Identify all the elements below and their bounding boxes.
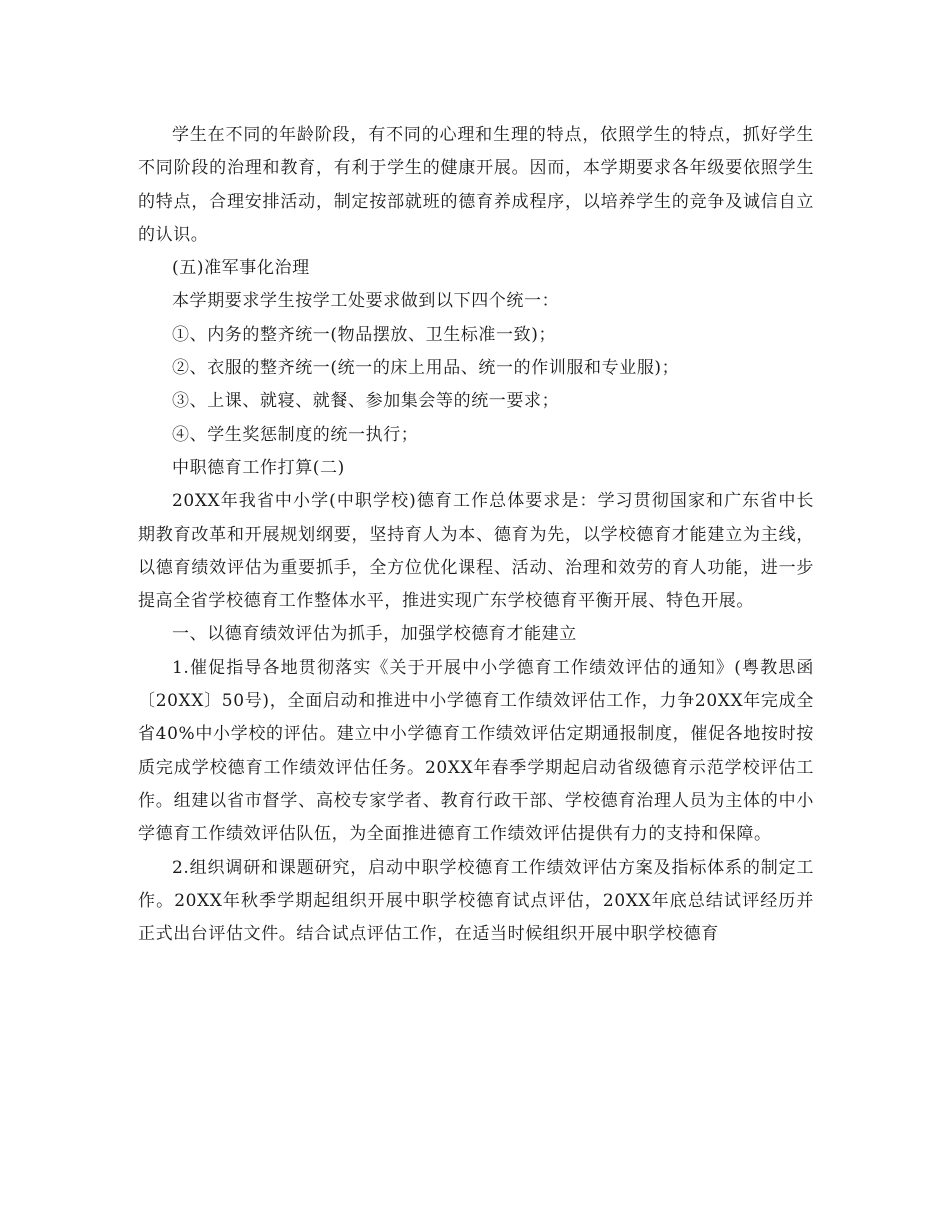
paragraph-item-two: 2.组织调研和课题研究，启动中职学校德育工作绩效评估方案及指标体系的制定工作。20XX年秋季学期起组织开展中职学校德育试点评估，20XX年底总结试评经历并正式出台评估文件。结合试点评估工作，在适当时候组织开展中职学校德育 xyxy=(138,857,814,945)
paragraph-student-characteristics: 学生在不同的年龄阶段，有不同的心理和生理的特点，依照学生的特点，抓好学生不同阶段的治理和教育，有利于学生的健康开展。因而，本学期要求各年级要依照学生的特点，合理安排活动，制定按部就班的德育养成程序，以培养学生的竞争及诚信自立的认识。 xyxy=(138,125,814,245)
paragraph-item-one: 1.催促指导各地贯彻落实《关于开展中小学德育工作绩效评估的通知》(粤教思函〔20XX〕50号)，全面启动和推进中小学德育工作绩效评估工作，力争20XX年完成全省40%中小学校的评估。建立中小学德育工作绩效评估定期通报制度，催促各地按时按质完成学校德育工作绩效评估任务。20XX年春季学期起启动省级德育示范学校评估工作。组建以省市督学、高校专家学者、教育行政干部、学校德育治理人员为主体的中小学德育工作绩效评估队伍，为全面推进德育工作绩效评估提供有力的支持和保障。 xyxy=(138,657,814,845)
heading-performance-evaluation: 一、以德育绩效评估为抓手，加强学校德育才能建立 xyxy=(172,624,577,645)
paragraph-four-unifications-intro: 本学期要求学生按学工处要求做到以下四个统一： xyxy=(172,291,560,312)
document-body xyxy=(138,119,814,951)
heading-quasi-military-management: (五)准军事化治理 xyxy=(172,258,310,279)
list-item-housekeeping: ①、内务的整齐统一(物品摆放、卫生标准一致)； xyxy=(172,324,557,345)
list-item-clothing: ②、衣服的整齐统一(统一的床上用品、统一的作训服和专业服)； xyxy=(172,358,680,379)
list-item-rewards-penalties: ④、学生奖惩制度的统一执行； xyxy=(172,424,419,445)
list-item-daily-routine: ③、上课、就寝、就餐、参加集会等的统一要求； xyxy=(172,391,560,412)
section-title-plan-two: 中职德育工作打算(二) xyxy=(172,457,345,478)
paragraph-overall-requirements: 20XX年我省中小学(中职学校)德育工作总体要求是：学习贯彻国家和广东省中长期教育改革和开展规划纲要，坚持育人为本、德育为先，以学校德育才能建立为主线，以德育绩效评估为重要抓手，全方位优化课程、活动、治理和效劳的育人功能，进一步提高全省学校德育工作整体水平，推进实现广东学校德育平衡开展、特色开展。 xyxy=(138,491,814,612)
